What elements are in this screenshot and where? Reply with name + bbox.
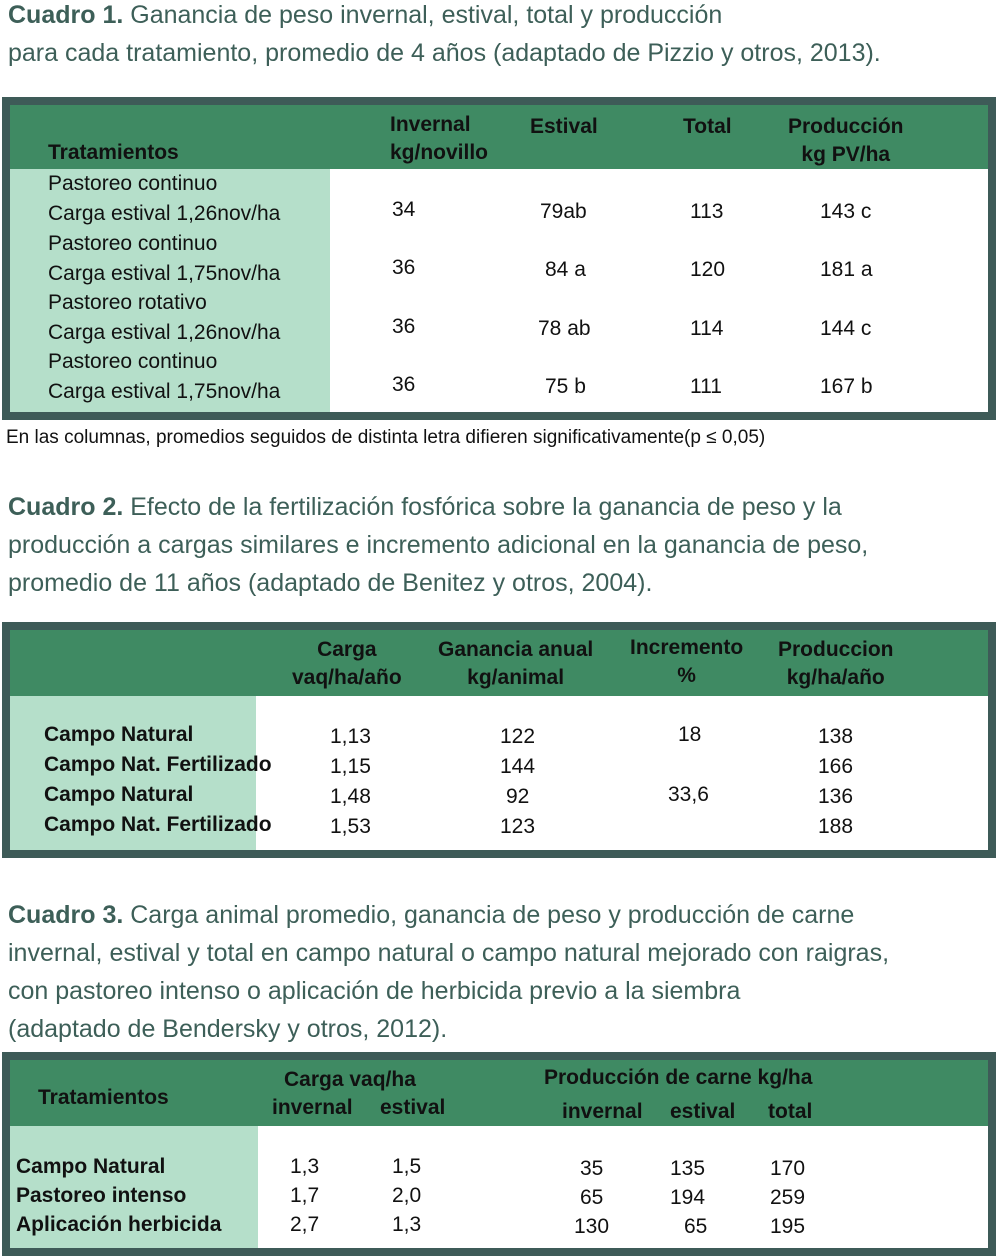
table1-row4-invernal: 36 bbox=[392, 373, 416, 396]
table2-row1-produccion: 138 bbox=[818, 725, 854, 748]
table3-row2-prod-invernal: 65 bbox=[580, 1186, 604, 1209]
table1-header-produccion-1: Producción bbox=[788, 115, 904, 138]
table1-header-invernal-1: Invernal bbox=[390, 113, 471, 136]
table3-row3-label: Aplicación herbicida bbox=[16, 1213, 222, 1236]
table2-row3-label: Campo Natural bbox=[44, 783, 194, 806]
table3-caption-label: Cuadro 3. bbox=[8, 901, 124, 929]
table2-header-produccion: Produccion kg/ha/año bbox=[778, 638, 894, 689]
table3-row3-prod-estival: 65 bbox=[684, 1215, 708, 1238]
table1-footnote: En las columnas, promedios seguidos de distinta letra difieren significativamente(p ≤ 0,05) bbox=[6, 427, 766, 448]
table3-header-carga-invernal: invernal bbox=[272, 1096, 353, 1119]
table3-caption-text-4: (adaptado de Bendersky y otros, 2012). bbox=[8, 1015, 448, 1043]
table3-header-prod-estival: estival bbox=[670, 1100, 736, 1123]
table3-header-produccion: Producción de carne kg/ha bbox=[544, 1066, 813, 1089]
table3-row2-prod-total: 259 bbox=[770, 1186, 806, 1209]
table2 bbox=[2, 622, 996, 858]
table1-row1-invernal: 34 bbox=[392, 198, 416, 221]
table3-row3-carga-estival: 1,3 bbox=[392, 1213, 422, 1236]
table1-row2-invernal: 36 bbox=[392, 256, 416, 279]
table1-header-invernal-2: kg/novillo bbox=[390, 141, 489, 164]
table2-row1-incremento: 18 bbox=[678, 723, 702, 746]
table2-row2-produccion: 166 bbox=[818, 755, 854, 778]
table3-caption-text-1: Carga animal promedio, ganancia de peso y producción de carne bbox=[130, 901, 855, 929]
table3-row1-carga-estival: 1,5 bbox=[392, 1155, 422, 1178]
table1-row4-label: Pastoreo continuo Carga estival 1,75nov/ha bbox=[48, 350, 281, 403]
table3-caption bbox=[8, 896, 889, 1048]
table1-row2-total: 120 bbox=[690, 258, 726, 281]
table2-row4-carga: 1,53 bbox=[330, 815, 371, 838]
table2-row1-label: Campo Natural bbox=[44, 723, 194, 746]
table1-row4-produccion: 167 b bbox=[820, 375, 873, 398]
table2-header-carga: Carga vaq/ha/año bbox=[292, 638, 402, 689]
table3-row1-carga-invernal: 1,3 bbox=[290, 1155, 320, 1178]
table2-body bbox=[10, 696, 988, 850]
table2-row4-produccion: 188 bbox=[818, 815, 854, 838]
table3 bbox=[2, 1052, 996, 1256]
table1-header-invernal bbox=[390, 111, 488, 167]
table3-row1-label: Campo Natural bbox=[16, 1155, 166, 1178]
table3-row1-prod-estival: 135 bbox=[670, 1157, 706, 1180]
table3-body bbox=[10, 1126, 988, 1248]
table3-row3-carga-invernal: 2,7 bbox=[290, 1213, 320, 1236]
table1-header-total: Total bbox=[683, 115, 732, 138]
table2-header bbox=[10, 630, 988, 696]
table3-caption-text-2: invernal, estival y total en campo natural o campo natural mejorado con raigras, bbox=[8, 939, 890, 967]
table3-header-carga: Carga vaq/ha bbox=[284, 1068, 416, 1091]
table1-row3-invernal: 36 bbox=[392, 315, 416, 338]
table1-row1-label: Pastoreo continuo Carga estival 1,26nov/ha bbox=[48, 172, 281, 225]
table3-header-tratamientos: Tratamientos bbox=[38, 1086, 169, 1109]
table2-caption bbox=[8, 488, 868, 602]
table1-caption bbox=[8, 0, 881, 72]
table2-row3-produccion: 136 bbox=[818, 785, 854, 808]
table1-row2-label: Pastoreo continuo Carga estival 1,75nov/ha bbox=[48, 232, 281, 285]
table1-row4-estival: 75 b bbox=[545, 375, 586, 398]
table1-row3-estival: 78 ab bbox=[538, 317, 591, 340]
table3-row3-prod-invernal: 130 bbox=[574, 1215, 610, 1238]
table1-caption-text-1: Ganancia de peso invernal, estival, total y producción bbox=[130, 1, 723, 29]
table2-row4-label: Campo Nat. Fertilizado bbox=[44, 813, 272, 836]
table1-caption-label: Cuadro 1. bbox=[8, 1, 124, 29]
table2-row1-carga: 1,13 bbox=[330, 725, 371, 748]
table3-row1-prod-invernal: 35 bbox=[580, 1157, 604, 1180]
table3-caption-text-3: con pastoreo intenso o aplicación de herbicida previo a la siembra bbox=[8, 977, 741, 1005]
table3-row1-prod-total: 170 bbox=[770, 1157, 806, 1180]
table1-row4-total: 111 bbox=[690, 375, 722, 398]
table3-row2-prod-estival: 194 bbox=[670, 1186, 706, 1209]
table1-row1-estival: 79ab bbox=[540, 200, 587, 223]
table1-row1-produccion: 143 c bbox=[820, 200, 872, 223]
table3-header-prod-total: total bbox=[768, 1100, 813, 1123]
table1-row1-total: 113 bbox=[690, 200, 724, 223]
table1-header-produccion-2: kg PV/ha bbox=[801, 143, 891, 166]
table2-caption-text-3: promedio de 11 años (adaptado de Benitez y otros, 2004). bbox=[8, 569, 653, 597]
table1-header-estival: Estival bbox=[530, 115, 598, 138]
table1-caption-text-2: para cada tratamiento, promedio de 4 años (adaptado de Pizzio y otros, 2013). bbox=[8, 39, 881, 67]
table3-row2-carga-invernal: 1,7 bbox=[290, 1184, 320, 1207]
table2-header-incremento: Incremento % bbox=[630, 636, 744, 687]
table2-row1-ganancia: 122 bbox=[500, 725, 536, 748]
table3-row2-carga-estival: 2,0 bbox=[392, 1184, 422, 1207]
table2-row2-ganancia: 144 bbox=[500, 755, 536, 778]
table1 bbox=[2, 97, 996, 420]
table2-row3-carga: 1,48 bbox=[330, 785, 371, 808]
table1-row3-total: 114 bbox=[690, 317, 724, 340]
table1-row3-produccion: 144 c bbox=[820, 317, 872, 340]
table1-header-tratamientos: Tratamientos bbox=[48, 141, 179, 164]
table1-body bbox=[10, 169, 988, 412]
table3-row3-prod-total: 195 bbox=[770, 1215, 806, 1238]
table1-row2-produccion: 181 a bbox=[820, 258, 873, 281]
table2-row2-carga: 1,15 bbox=[330, 755, 371, 778]
table3-header-prod-invernal: invernal bbox=[562, 1100, 643, 1123]
table2-row3-incremento: 33,6 bbox=[668, 783, 709, 806]
table2-caption-label: Cuadro 2. bbox=[8, 493, 124, 521]
table2-caption-text-1: Efecto de la fertilización fosfórica sobre la ganancia de peso y la bbox=[130, 493, 842, 521]
table2-row2-label: Campo Nat. Fertilizado bbox=[44, 753, 272, 776]
table2-row4-ganancia: 123 bbox=[500, 815, 536, 838]
table3-header-carga-estival: estival bbox=[380, 1096, 446, 1119]
table1-header-produccion bbox=[788, 113, 904, 169]
table2-header-ganancia: Ganancia anual kg/animal bbox=[438, 638, 594, 689]
table3-header bbox=[10, 1060, 988, 1126]
table3-row2-label: Pastoreo intenso bbox=[16, 1184, 187, 1207]
table2-caption-text-2: producción a cargas similares e incremento adicional en la ganancia de peso, bbox=[8, 531, 869, 559]
table1-header bbox=[10, 105, 988, 169]
table2-row3-ganancia: 92 bbox=[506, 785, 530, 808]
table1-row3-label: Pastoreo rotativo Carga estival 1,26nov/ha bbox=[48, 291, 281, 344]
table1-row2-estival: 84 a bbox=[545, 258, 586, 281]
